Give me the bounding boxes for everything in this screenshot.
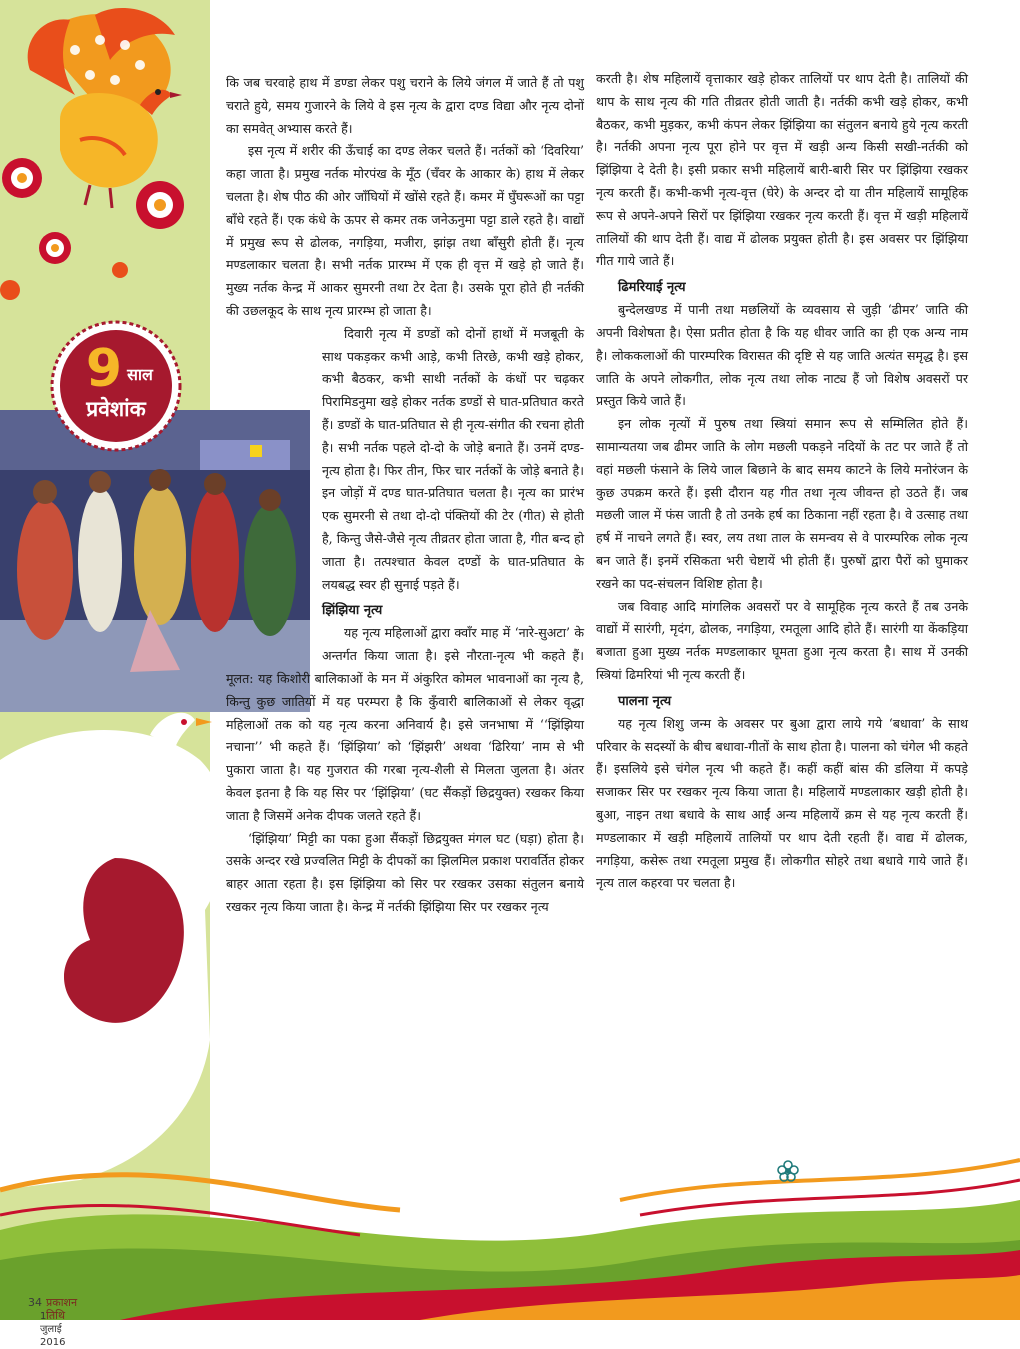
- page-number: 34: [28, 1296, 42, 1309]
- bottom-ribbons: [0, 1160, 1020, 1320]
- section-heading: झिंझिया नृत्य: [322, 603, 383, 619]
- badge-number: 9: [85, 339, 123, 399]
- publication-date: 1 जुलाई 2016: [40, 1311, 66, 1348]
- paragraph: दिवारी नृत्य में डण्डों को दोनों हाथों में मजबूती के साथ पकड़कर कभी आड़े, कभी तिरछे, कभी खड़े होकर, कभी बैठकर, कभी साथी नर्तकों के कंधों पर चढ़कर पिरामिडनुमा खड़े होकर नर्तक डण्डों से घात-प्रतिघात करते हैं। डण्डों के घात-प्रतिघात से ही नृत्य-संगीत की रचना होती है। सभी नर्तक पहले दो-दो के जोड़े बनाते हैं। उनमें दण्ड-नृत्य होता है। फिर तीन, फिर चार नर्तकों के जोड़े बनाते है। इन जोड़ों में दण्ड घात-प्रतिघात चलता है। नृत्य का प्रारंभ एक सुमरनी से तथा दो-दो पंक्तियों की टेर (गीत) से होती है, किन्तु जैसे-जैसे नृत्य तीव्रतर होता जाता है, गीत बन्द हो जाता है। तत्पश्चात केवल दण्डों के घात-प्रतिघात के लयबद्ध स्वर ही सुनाई पड़ते हैं।: [322, 325, 584, 592]
- photo-wrap-space: [226, 323, 322, 661]
- paragraph: ‘झिंझिया’ मिट्टी का पका हुआ सैंकड़ों छिद्रयुक्त मंगल घट (घड़ा) होता है। उसके अन्दर रखे प्रज्वलित मिट्टी के दीपकों का झिलमिल प्रकाश परावर्तित होकर बाहर आता रहता है। इस झिंझिया को सिर पर रखकर उसका संतुलन बनाये रखकर नृत्य किया जाता है। केन्द्र में नर्तकी झिंझिया सिर पर रखकर नृत्य: [226, 830, 584, 914]
- paragraph: बुन्देलखण्ड में पानी तथा मछलियों के व्यवसाय से जुड़ी ‘ढीमर’ जाति की अपनी विशेषता है। ऐसा प्रतीत होता है कि यह धीवर जाति का ही एक अन्य नाम है। लोककलाओं की पारम्परिक विरासत की दृष्टि से यह जाति अत्यंत समृद्ध है। इस जाति के अपने लोकगीत, लोक नृत्य तथा लोक नाट्य हैं जो विशेष अवसरों पर प्रस्तुत किये जाते हैं।: [596, 302, 968, 409]
- section-heading: पालना नृत्य: [618, 693, 672, 709]
- white-peacock-motif: [0, 713, 227, 1190]
- article-column-right: [596, 68, 968, 895]
- section-heading: ढिमरियाई नृत्य: [618, 280, 686, 296]
- badge-title: प्रवेशांक: [86, 397, 146, 421]
- paragraph: जब विवाह आदि मांगलिक अवसरों पर वे सामूहिक नृत्य करते हैं तब उनके वाद्यों में सारंगी, मृदंग, ढोलक, नगड़िया, रमतूला आदि होते हैं। सारंगी या केंकड़िया बजाता हुआ मुख्य नर्तक मण्डलाकार घूमता हुआ नृत्य करता है। साथ में उनकी स्त्रियां ढिमरियां भी नृत्य करती हैं।: [596, 598, 968, 682]
- publication-label: प्रकाशन तिथि: [46, 1296, 78, 1322]
- end-mark-flower-icon: [776, 1159, 800, 1183]
- paragraph: करती है। शेष महिलायें वृत्ताकार खड़े होकर तालियों पर थाप देती है। तालियों की थाप के साथ नृत्य की गति तीव्रतर होती जाती है। नर्तकी कभी खड़े होकर, कभी बैठकर, कभी मुड़कर, कभी कंपन लेकर झिंझिया का संतुलन बनाये हुये नृत्य करती है। नर्तकी अपना नृत्य पूरा होने पर वृत्त में खड़ी अन्य किसी सखी-नर्तकी को झिंझिया दे देती है। इसी प्रकार सभी महिलायें बारी-बारी सिर पर झिंझिया रखकर नृत्य करती हैं। कभी-कभी नृत्य-वृत्त (घेरे) के अन्दर दो या तीन महिलायें सामूहिक रूप से अपने-अपने सिरों पर झिंझिया रखकर नृत्य करती हैं। वृत्त में खड़ी महिलायें तालियों की थाप देती हैं। वाद्य में ढोलक प्रयुक्त होती है। इस अवसर पर झिंझिया गीत गाये जाते हैं।: [596, 71, 968, 269]
- paragraph: इन लोक नृत्यों में पुरुष तथा स्त्रियां समान रूप से सम्मिलित होते हैं। सामान्यतया जब ढीमर जाति के लोग मछली पकड़ने नदियों के तट पर जाते हैं तो वहां मछली फंसाने के लिये जाल बिछाने के बाद समय काटने के लिये मनोरंजन के कुछ उपक्रम करते हैं। इसी दौरान यह गीत तथा नृत्य जीवन्त हो उठते हैं। जब मछली जाल में फंस जाती है तो उनके हर्ष का ठिकाना नहीं रहता है। वे उत्साह तथा हर्ष में नाचने लगते हैं। स्वर, लय तथा ताल के समन्वय से वे पारम्परिक लोक नृत्य बन जाते हैं। इनमें रसिकता भरी चेष्टायें भी होती हैं। पुरुषों द्वारा पैरों को घुमाकर रखने का पद-संचलन विशिष्ट होता है।: [596, 416, 968, 591]
- paragraph: कि जब चरवाहे हाथ में डण्डा लेकर पशु चराने के लिये जंगल में जाते हैं तो पशु चराते हुये, समय गुजारने के लिये वे इस नृत्य के द्वारा दण्ड विद्या और नृत्य दोनों का समवेत् अभ्यास करते हैं।: [226, 75, 584, 136]
- article-column-left: [226, 72, 584, 919]
- peacock-motif: [28, 8, 182, 208]
- badge-years: साल: [127, 365, 153, 384]
- paragraph: यह नृत्य महिलाओं द्वारा क्वाँर माह में ‘नारे-सुअटा’ के अन्तर्गत किया जाता है। इसे नौरता-नृत्य भी कहते हैं। मूलत: यह किशोरी बालिकाओं के मन में अंकुरित कोमल भावनाओं का नृत्य है, किन्तु कुछ जातियों में यह परम्परा है कि कुँवारी बालिकाओं से लेकर वृद्धा महिलाओं तक को यह नृत्य करना अनिवार्य है। इसे जनभाषा में ‘‘झिंझिया नचाना’’ भी कहते हैं। ‘झिंझिया’ को ‘झिंझरी’ अथवा ‘ढिरिया’ नाम से भी पुकारा जाता है। यह गुजरात की गरबा नृत्य-शैली से मिलता जुलता है। अंतर केवल इतना है कि यह सिर पर ‘झिंझिया’ (घट सैंकड़ों छिद्रयुक्त) रखकर किया जाता है जिसमें अनेक दीपक जलते रहते हैं।: [226, 625, 584, 823]
- paragraph: यह नृत्य शिशु जन्म के अवसर पर बुआ द्वारा लाये गये ‘बधावा’ के साथ परिवार के सदस्यों के बीच बधावा-गीतों के साथ होता है। पालना को चंगेल भी कहते हैं। इसलिये इसे चंगेल नृत्य भी कहते हैं। कहीं कहीं बांस की डलिया में कपड़े सजाकर सिर पर रखकर नृत्य किया जाता है। महिलायें मण्डलाकार खड़ी होती है। बुआ, नाइन तथा बधावे के साथ आईं अन्य महिलायें क्रम से यह नृत्य करती हैं। मण्डलाकार में खड़ी महिलायें तालियों पर थाप देती रहती हैं। वाद्य में ढोलक, नगड़िया, कसेरू तथा रमतूला प्रमुख हैं। लोकगीत सोहरे तथा बधावे गाये जाते हैं। नृत्य ताल कहरवा पर चलता है।: [596, 715, 968, 891]
- anniversary-badge: [48, 318, 184, 454]
- paragraph: इस नृत्य में शरीर की ऊँचाई का दण्ड लेकर चलते हैं। नर्तकों को ‘दिवरिया’ कहा जाता है। प्रमुख नर्तक मोरपंख के मूँठ (चँवर के आकार के) हाथ में लेकर चलता है। शेष पीठ की ओर जाँघियों में खोंसे रहते हैं। कमर में घुँघरूओं का पट्टा बाँधे रहते हैं। एक कंधे के ऊपर से कमर तक जनेऊनुमा पट्टा डाले रहते है। वाद्यों में प्रमुख रूप से ढोलक, नगड़िया, मजीरा, झांझ तथा बाँसुरी होती हैं। नृत्य मण्डलाकार चलता है। सभी नर्तक प्रारम्भ में एक ही वृत्त में खड़े हो जाते हैं। मुख्य नर्तक केन्द्र में आकर सुमरनी तथा टेर देता है। उसके पूरा होते ही नर्तकी की उछलकूद के साथ नृत्य प्रारम्भ हो जाता है।: [226, 143, 584, 318]
